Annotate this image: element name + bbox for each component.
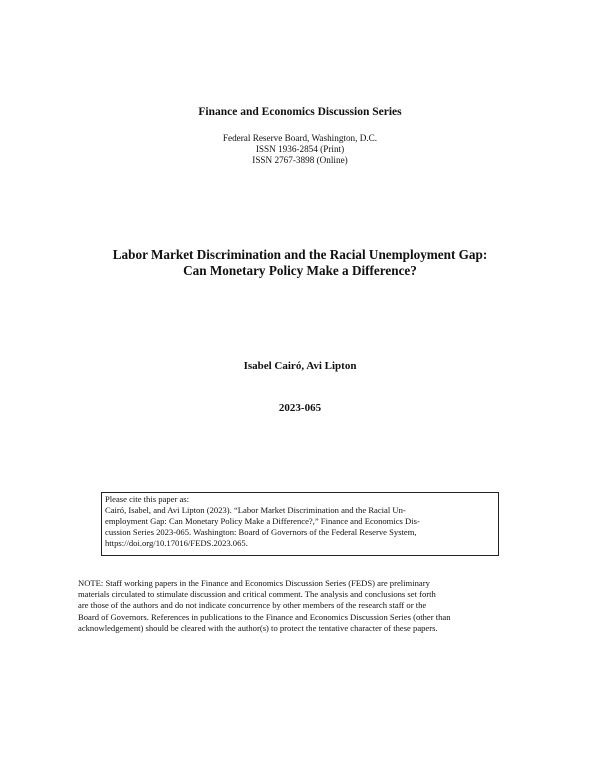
paper-title: [0, 247, 600, 279]
citation-line: cussion Series 2023-065. Washington: Board of Governors of the Federal Reserve System,: [105, 527, 417, 538]
citation-box: [101, 492, 499, 556]
citation-line: Cairó, Isabel, and Avi Lipton (2023). “Labor Market Discrimination and the Racial Un-: [105, 505, 406, 516]
note-line: materials circulated to stimulate discussion and critical comment. The analysis and conclusions set forth: [78, 589, 436, 600]
series-title: Finance and Economics Discussion Series: [198, 106, 402, 118]
paper-number: 2023-065: [278, 402, 322, 414]
publisher-line: Federal Reserve Board, Washington, D.C.: [222, 133, 378, 143]
note-line: Board of Governors. References in publications to the Finance and Economics Discussion Series (other than: [78, 611, 451, 622]
issn-print: ISSN 1936-2854 (Print): [255, 144, 345, 155]
publisher-info: [0, 133, 600, 167]
citation-heading: Please cite this paper as:: [105, 494, 189, 504]
note-line: NOTE: Staff working papers in the Finance and Economics Discussion Series (FEDS) are preliminary: [78, 578, 430, 588]
paper-authors: Isabel Cairó, Avi Lipton: [243, 360, 357, 372]
staff-note: [78, 578, 524, 634]
paper-title-line: Can Monetary Policy Make a Difference?: [183, 263, 417, 278]
citation-line: employment Gap: Can Monetary Policy Make a Difference?,” Finance and Economics Dis-: [105, 516, 420, 527]
issn-online: ISSN 2767-3898 (Online): [252, 155, 348, 166]
note-line: are those of the authors and do not indicate concurrence by other members of the research staff or the: [78, 600, 427, 611]
paper-title-line: Labor Market Discrimination and the Racial Unemployment Gap:: [112, 247, 488, 262]
note-line: acknowledgement) should be cleared with the author(s) to protect the tentative character of these papers.: [78, 622, 438, 633]
citation-doi: https://doi.org/10.17016/FEDS.2023.065.: [105, 538, 248, 549]
